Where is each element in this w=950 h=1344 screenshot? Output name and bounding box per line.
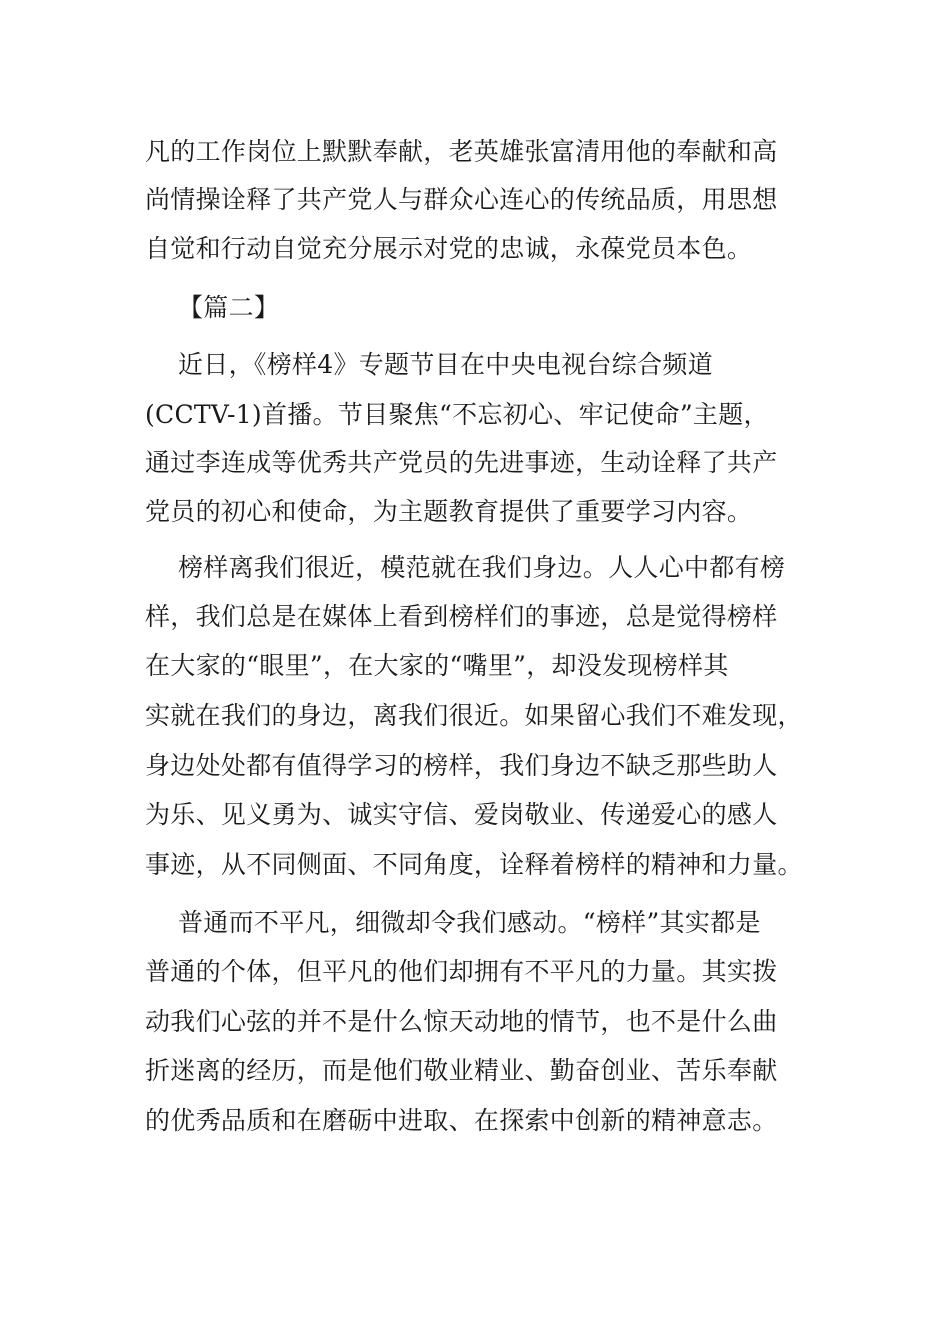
text-line: 近日，《榜样4》专题节目在中央电视台综合频道 [178, 350, 714, 379]
text-line: 普通而不平凡，细微却令我们感动。“榜样”其实都是 [178, 908, 761, 937]
text-line: 党员的初心和使命，为主题教育提供了重要学习内容。 [145, 497, 753, 526]
text-line: 折迷离的经历，而是他们敬业精业、勤奋创业、苦乐奉献 [145, 1056, 778, 1085]
text-line: 的优秀品质和在磨砺中进取、在探索中创新的精神意志。 [145, 1106, 778, 1135]
text-line: 自觉和行动自觉充分展示对党的忠诚，永葆党员本色。 [145, 234, 753, 263]
text-line: 事迹，从不同侧面、不同角度，诠释着榜样的精神和力量。 [145, 850, 803, 879]
text-line: 动我们心弦的并不是什么惊天动地的情节，也不是什么曲 [145, 1007, 778, 1036]
text-line: 榜样离我们很近，模范就在我们身边。人人心中都有榜 [178, 553, 786, 582]
text-line: 实就在我们的身边，离我们很近。如果留心我们不难发现， [145, 701, 803, 730]
text-line: 普通的个体，但平凡的他们却拥有不平凡的力量。其实拨 [145, 957, 778, 986]
text-line: 通过李连成等优秀共产党员的先进事迹，生动诠释了共产 [145, 448, 778, 477]
text-line: 样，我们总是在媒体上看到榜样们的事迹，总是觉得榜样 [145, 602, 778, 631]
text-line: 身边处处都有值得学习的榜样，我们身边不缺乏那些助人 [145, 751, 778, 780]
text-line: 尚情操诠释了共产党人与群众心连心的传统品质，用思想 [145, 185, 778, 214]
text-line: 为乐、见义勇为、诚实守信、爱岗敬业、传递爱心的感人 [145, 800, 778, 829]
text-line: (CCTV-1)首播。节目聚焦“不忘初心、牢记使命”主题， [145, 400, 769, 429]
text-line: 凡的工作岗位上默默奉献，老英雄张富清用他的奉献和高 [145, 137, 778, 166]
text-line: 在大家的“眼里”，在大家的“嘴里”，却没发现榜样其 [145, 651, 729, 680]
section-heading: 【篇二】 [178, 293, 280, 322]
